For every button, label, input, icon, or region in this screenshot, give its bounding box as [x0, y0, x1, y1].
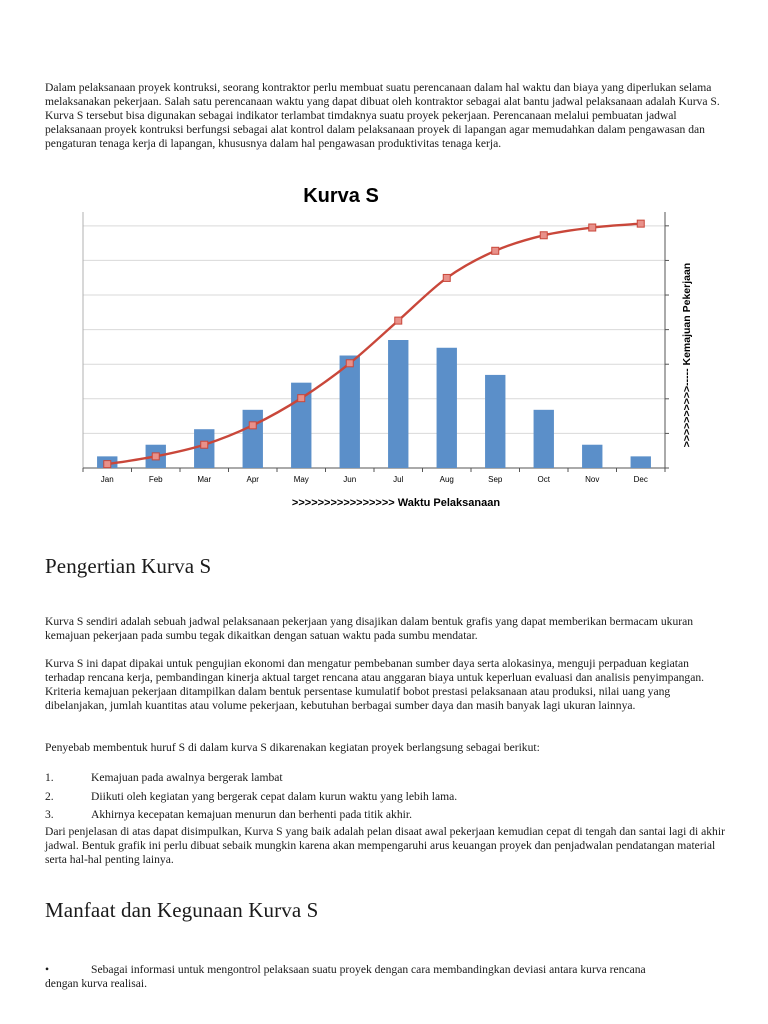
chart-bar-nov [582, 445, 602, 468]
chart-point-apr [249, 422, 256, 429]
list-item-text: Kemajuan pada awalnya bergerak lambat [91, 771, 283, 784]
x-tick-label: Dec [633, 475, 648, 484]
chart-point-may [298, 395, 305, 402]
chart-bar-jun [340, 356, 360, 468]
chart-bar-aug [437, 348, 457, 468]
bullet-symbol: • [45, 963, 50, 976]
chart-bar-oct [534, 410, 554, 468]
x-tick-label: Jun [343, 475, 357, 484]
paragraph-definition: Kurva S sendiri adalah sebuah jadwal pelaksanaan pekerjaan yang disajikan dalam bentuk grafis yang dapat memberikan bermacam ukuran kemajuan pekerjaan pada sumbu tegak dikaitkan dengan satuan waktu pada sumbu mendatar. [45, 615, 694, 643]
chart-line-series [107, 224, 641, 464]
bullet-item [45, 963, 735, 991]
chart-bar-sep [485, 375, 505, 468]
x-tick-label: Oct [537, 475, 550, 484]
section-heading-pengertian: Pengertian Kurva S [45, 554, 212, 578]
chart-point-jul [395, 317, 402, 324]
list-item-number: 2. [45, 790, 54, 803]
chart-point-nov [589, 224, 596, 231]
x-tick-label: Mar [197, 475, 212, 484]
chart-bars [97, 340, 651, 468]
list-item-text: Diikuti oleh kegiatan yang bergerak cepat dalam kurun waktu yang lebih lama. [91, 790, 458, 803]
chart-title: Kurva S [303, 185, 379, 207]
list-item-number: 3. [45, 808, 54, 821]
intro-paragraph: Dalam pelaksanaan proyek kontruksi, seorang kontraktor perlu membuat suatu perencanaan dalam hal waktu dan biaya yang diperlukan selama melaksanakan pekerjaan. Salah satu perencanaan waktu yang dapat dibuat oleh kontraktor sebagai alat bantu jadwal pelaksanaan adalah Kurva S. Kurva S tersebut bisa digunakan sebagai indikator terlambat timdaknya suatu proyek pekerjaan. Perencanaan melalui pembuatan jadwal pelaksanaan proyek kontruksi berfungsi sebagai alat kontrol dalam pelaksanaan proyek di lapangan agar memudahkan dalam pengawasan dan pengaturan tenaga kerja di lapangan, khususnya dalam hal pengawasan produktivitas tenaga kerja. [45, 81, 720, 151]
chart-point-jan [104, 461, 111, 468]
chart-bar-apr [243, 410, 263, 468]
paragraph-usage: Kurva S ini dapat dipakai untuk pengujian ekonomi dan mengatur pembebanan sumber daya serta alokasinya, menguji perpaduan kegiatan terhadap rencana kerja, pembandingan kinerja aktual target rencana atau anggaran biaya untuk keperluan evaluasi dan analisis penyimpangan. Kriteria kemajuan pekerjaan ditampilkan dalam bentuk persentase kumulatif bobot prestasi pelaksanaan atau produksi, nilai uang yang dibelanjakan, jumlah kuantitas atau volume pekerjaan, kebutuhan berbagai sumber daya dan masih banyak lagi ukuran lainnya. [45, 657, 705, 713]
x-tick-label: Jul [393, 475, 404, 484]
kurva-s-chart [78, 176, 693, 516]
list-item-number: 1. [45, 771, 54, 784]
chart-point-sep [492, 247, 499, 254]
x-tick-label: Jan [100, 475, 114, 484]
x-tick-label: Apr [246, 475, 259, 484]
x-tick-label: May [293, 475, 309, 484]
x-tick-label: Aug [439, 475, 454, 484]
chart-point-mar [201, 441, 208, 448]
chart-point-jun [346, 360, 353, 367]
list-item-text: Akhirnya kecepatan kemajuan menurun dan berhenti pada titik akhir. [91, 808, 412, 821]
chart-point-feb [152, 453, 159, 460]
chart-x-axis-label: >>>>>>>>>>>>>>>> Waktu Pelaksanaan [291, 497, 501, 509]
x-tick-label: Sep [488, 475, 503, 484]
chart-bar-jul [388, 340, 408, 468]
paragraph-cause: Penyebab membentuk huruf S di dalam kurva S dikarenakan kegiatan proyek berlangsung sebagai berikut: [45, 741, 540, 754]
x-tick-label: Feb [148, 475, 163, 484]
section-heading-manfaat: Manfaat dan Kegunaan Kurva S [45, 898, 319, 922]
chart-line [104, 220, 645, 467]
chart-point-oct [540, 232, 547, 239]
chart-point-dec [637, 220, 644, 227]
x-tick-label: Nov [585, 475, 600, 484]
chart-x-ticks [101, 475, 648, 484]
chart-bar-dec [631, 456, 651, 468]
bullet-text: Sebagai informasi untuk mengontrol pelaksaan suatu proyek dengan cara membandingkan deviasi antara kurva rencana [91, 963, 646, 976]
paragraph-conclusion: Dari penjelasan di atas dapat disimpulkan, Kurva S yang baik adalah pelan disaat awal pekerjaan kemudian cepat di tengah dan santai lagi di akhir jadwal. Bentuk grafik ini perlu dibuat sebaik mungkin karena akan mempengaruhi arus keuangan proyek dan penjadwalan pendatangan material serta hal-hal penting lainya. [45, 825, 725, 867]
chart-y-axis-label: >>>>>>>>>>----- Kemajuan Pekerjaan [681, 262, 693, 448]
bullet-text-continuation: dengan kurva realisai. [45, 977, 148, 990]
chart-point-aug [443, 274, 450, 281]
